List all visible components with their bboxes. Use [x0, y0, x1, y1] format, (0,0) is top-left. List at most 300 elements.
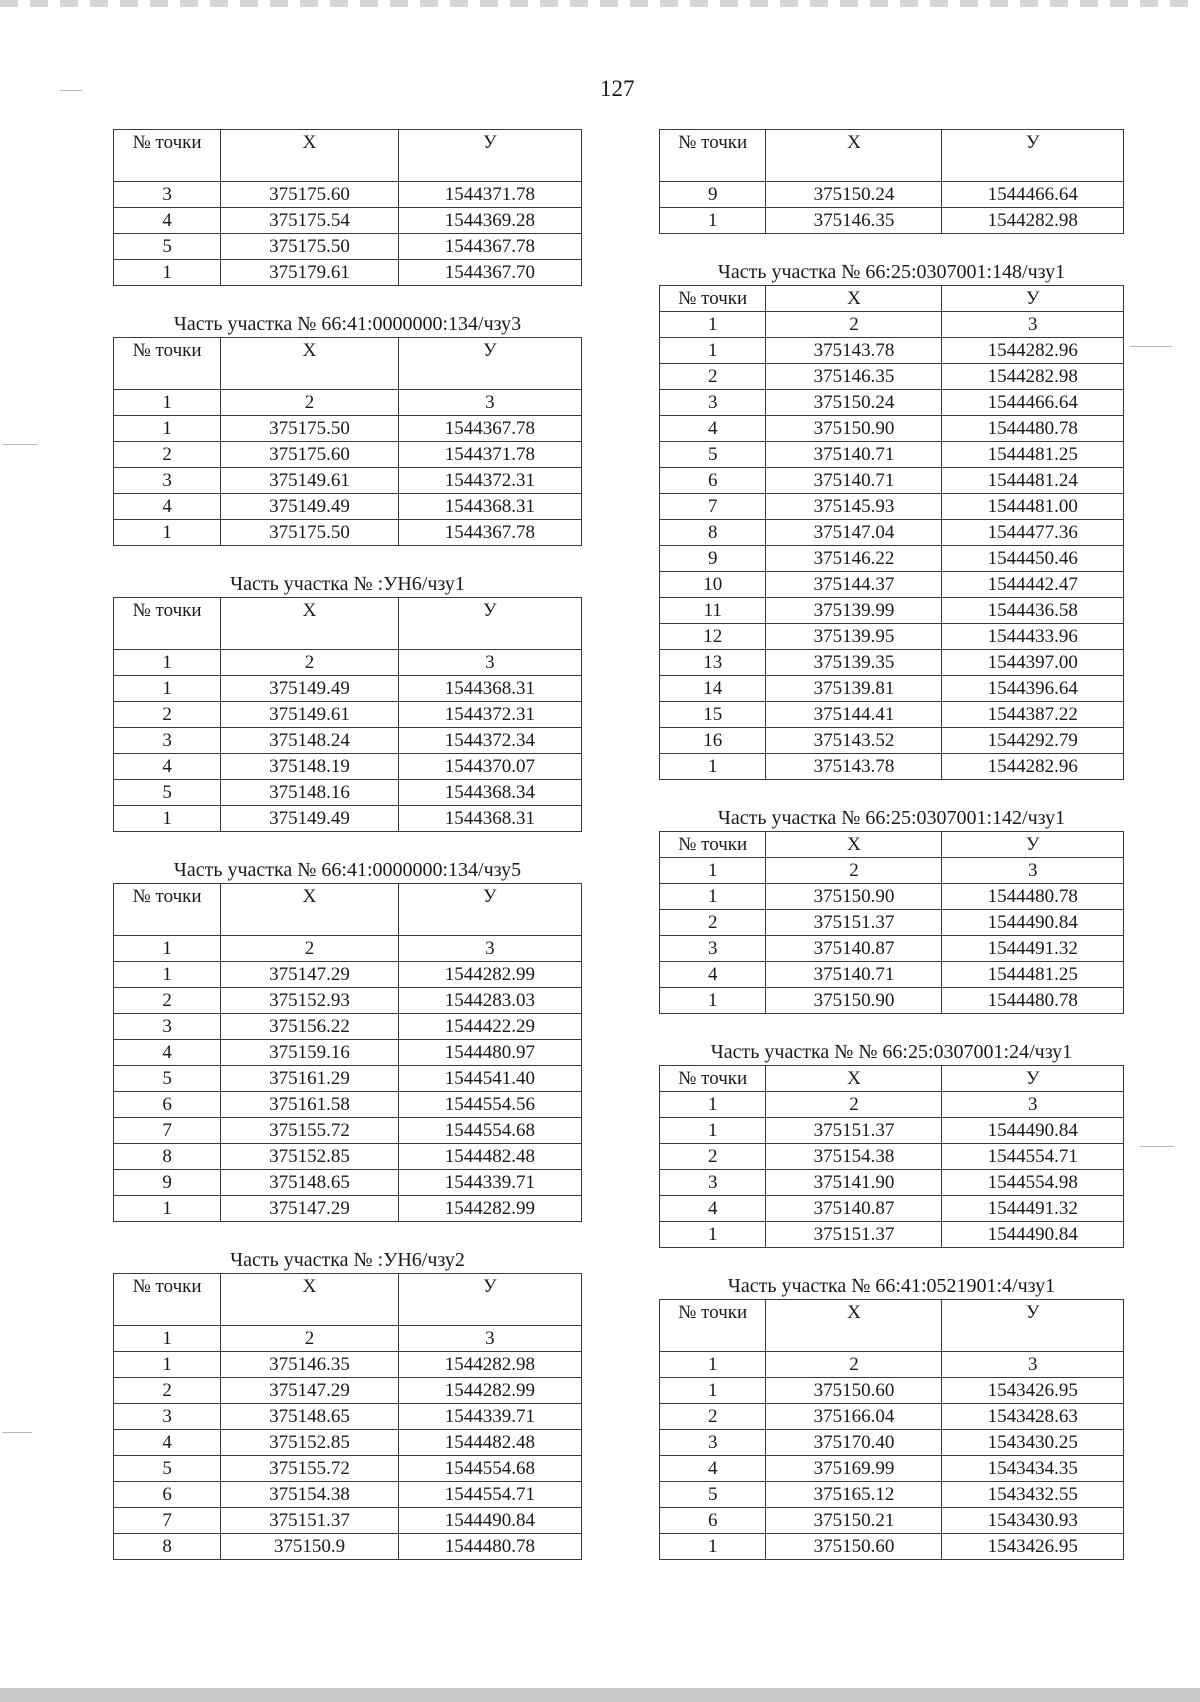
table-row	[114, 234, 582, 260]
cell-point-number: 3	[114, 468, 221, 494]
cell-y: 1544282.96	[942, 338, 1124, 364]
scan-mark	[1130, 346, 1172, 347]
cell-x: 375175.50	[221, 520, 398, 546]
coordinates-table	[113, 337, 582, 546]
cell-y: 1544481.25	[942, 442, 1124, 468]
header-point-number: № точки	[114, 130, 221, 182]
table-row	[114, 520, 582, 546]
cell-y: 1544282.99	[398, 962, 581, 988]
table-caption: Часть участка № :УН6/чзу2	[230, 1249, 465, 1271]
cell-point-number: 4	[114, 1430, 221, 1456]
cell-x: 375150.9	[221, 1534, 398, 1560]
table-row	[114, 416, 582, 442]
cell-x: 375156.22	[221, 1014, 398, 1040]
cell-point-number: 1	[660, 1222, 766, 1248]
scan-mark	[60, 90, 82, 91]
cell-x: 375149.61	[221, 702, 398, 728]
cell-x: 375150.24	[766, 182, 942, 208]
cell-x: 375150.24	[766, 390, 942, 416]
header-x: X	[766, 1300, 942, 1352]
header-point-number: № точки	[114, 1274, 221, 1326]
cell-y: 1544368.31	[398, 494, 581, 520]
table-row	[660, 1456, 1124, 1482]
cell-y: 1544436.58	[942, 598, 1124, 624]
table-header-row	[660, 130, 1124, 182]
table-row	[114, 1196, 582, 1222]
cell-point-number: 1	[660, 208, 766, 234]
cell-x: 375161.29	[221, 1066, 398, 1092]
table-row	[114, 806, 582, 832]
cell-x: 375146.35	[766, 208, 942, 234]
cell-y: 3	[398, 390, 581, 416]
header-point-number: № точки	[660, 286, 766, 312]
coordinates-table	[113, 129, 582, 286]
cell-y: 1544554.68	[398, 1456, 581, 1482]
table-caption: Часть участка № 66:25:0307001:148/чзу1	[717, 261, 1066, 283]
left-column	[113, 104, 582, 1586]
cell-point-number: 5	[114, 780, 221, 806]
cell-y: 1544490.84	[942, 1222, 1124, 1248]
table-caption: Часть участка № :УН6/чзу1	[230, 573, 465, 595]
table-row	[114, 650, 582, 676]
table-row	[660, 598, 1124, 624]
header-y: У	[942, 832, 1124, 858]
cell-x: 375150.90	[766, 416, 942, 442]
table-row	[114, 780, 582, 806]
cell-x: 375147.04	[766, 520, 942, 546]
cell-point-number: 3	[660, 936, 766, 962]
table-row	[660, 910, 1124, 936]
table-caption: Часть участка № 66:25:0307001:142/чзу1	[717, 807, 1066, 829]
cell-point-number: 5	[660, 1482, 766, 1508]
table-row	[660, 650, 1124, 676]
cell-y: 1544367.78	[398, 416, 581, 442]
cell-y: 3	[398, 650, 581, 676]
cell-y: 1544450.46	[942, 546, 1124, 572]
cell-y: 1544339.71	[398, 1170, 581, 1196]
cell-x: 375140.87	[766, 1196, 942, 1222]
cell-y: 1544466.64	[942, 390, 1124, 416]
table-caption: Часть участка № 66:41:0000000:134/чзу3	[173, 313, 522, 335]
cell-x: 2	[221, 936, 398, 962]
cell-x: 375148.19	[221, 754, 398, 780]
cell-y: 1544282.98	[942, 208, 1124, 234]
header-x: X	[221, 338, 398, 390]
cell-x: 375149.49	[221, 494, 398, 520]
header-x: X	[221, 598, 398, 650]
cell-y: 1544480.78	[942, 988, 1124, 1014]
cell-y: 1544367.78	[398, 520, 581, 546]
table-row	[114, 442, 582, 468]
cell-x: 375161.58	[221, 1092, 398, 1118]
table-row	[114, 1092, 582, 1118]
table-row	[660, 728, 1124, 754]
cell-x: 375140.71	[766, 962, 942, 988]
coordinates-table	[113, 597, 582, 832]
cell-x: 375166.04	[766, 1404, 942, 1430]
scan-top-edge	[0, 0, 1200, 7]
cell-x: 375140.87	[766, 936, 942, 962]
cell-point-number: 1	[114, 676, 221, 702]
scan-bottom-edge	[0, 1688, 1200, 1702]
table-row	[660, 936, 1124, 962]
header-x: X	[221, 884, 398, 936]
cell-y: 1543426.95	[942, 1378, 1124, 1404]
cell-y: 1543432.55	[942, 1482, 1124, 1508]
page-number: 127	[600, 76, 635, 101]
cell-x: 375175.54	[221, 208, 398, 234]
coordinates-block	[113, 104, 582, 286]
table-caption	[659, 104, 1124, 128]
cell-x: 375143.52	[766, 728, 942, 754]
cell-point-number: 14	[660, 676, 766, 702]
table-row	[660, 442, 1124, 468]
cell-y: 1544480.78	[942, 416, 1124, 442]
cell-x: 2	[221, 390, 398, 416]
table-row	[660, 676, 1124, 702]
cell-y: 1544367.78	[398, 234, 581, 260]
header-point-number: № точки	[114, 884, 221, 936]
coordinates-block	[659, 1040, 1124, 1248]
cell-point-number: 11	[660, 598, 766, 624]
table-header-row	[660, 1300, 1124, 1352]
cell-point-number: 4	[114, 754, 221, 780]
cell-point-number: 2	[660, 910, 766, 936]
cell-y: 1543430.93	[942, 1508, 1124, 1534]
cell-y: 1544554.71	[942, 1144, 1124, 1170]
cell-x: 2	[766, 1092, 942, 1118]
cell-y: 1544370.07	[398, 754, 581, 780]
cell-x: 375139.81	[766, 676, 942, 702]
cell-x: 2	[221, 650, 398, 676]
cell-x: 375147.29	[221, 962, 398, 988]
cell-x: 375152.85	[221, 1144, 398, 1170]
table-row	[660, 858, 1124, 884]
cell-x: 375146.22	[766, 546, 942, 572]
cell-point-number: 2	[114, 988, 221, 1014]
cell-point-number: 1	[660, 1378, 766, 1404]
table-row	[114, 1144, 582, 1170]
table-row	[114, 182, 582, 208]
cell-point-number: 4	[660, 1196, 766, 1222]
header-y: У	[942, 130, 1124, 182]
table-row	[660, 1508, 1124, 1534]
table-row	[660, 1118, 1124, 1144]
cell-x: 375151.37	[221, 1508, 398, 1534]
table-row	[660, 624, 1124, 650]
cell-y: 1544491.32	[942, 936, 1124, 962]
cell-x: 375140.71	[766, 442, 942, 468]
header-y: У	[398, 1274, 581, 1326]
coordinates-block	[659, 104, 1124, 234]
cell-x: 375169.99	[766, 1456, 942, 1482]
coordinates-table	[659, 1299, 1124, 1560]
cell-point-number: 9	[660, 182, 766, 208]
table-row	[114, 1040, 582, 1066]
cell-y: 1544490.84	[942, 910, 1124, 936]
cell-point-number: 12	[660, 624, 766, 650]
cell-x: 375150.90	[766, 988, 942, 1014]
cell-point-number: 3	[114, 728, 221, 754]
header-y: У	[942, 1066, 1124, 1092]
cell-x: 375149.49	[221, 676, 398, 702]
cell-y: 1544369.28	[398, 208, 581, 234]
table-row	[114, 494, 582, 520]
cell-point-number: 4	[660, 962, 766, 988]
cell-x: 375151.37	[766, 910, 942, 936]
cell-point-number: 6	[114, 1482, 221, 1508]
table-row	[660, 520, 1124, 546]
cell-y: 1544368.31	[398, 806, 581, 832]
table-row	[114, 702, 582, 728]
table-row	[660, 208, 1124, 234]
cell-point-number: 1	[660, 754, 766, 780]
table-row	[660, 1222, 1124, 1248]
header-y: У	[398, 338, 581, 390]
cell-y: 1543430.25	[942, 1430, 1124, 1456]
cell-y: 3	[942, 1352, 1124, 1378]
table-row	[660, 1352, 1124, 1378]
table-row	[660, 1196, 1124, 1222]
cell-y: 1544481.25	[942, 962, 1124, 988]
table-row	[660, 1170, 1124, 1196]
cell-y: 1544283.03	[398, 988, 581, 1014]
cell-x: 375148.24	[221, 728, 398, 754]
cell-y: 1544282.99	[398, 1378, 581, 1404]
table-row	[114, 1326, 582, 1352]
cell-x: 375139.95	[766, 624, 942, 650]
header-y: У	[398, 884, 581, 936]
cell-y: 1543426.95	[942, 1534, 1124, 1560]
table-row	[114, 988, 582, 1014]
cell-point-number: 6	[114, 1092, 221, 1118]
coordinates-block	[113, 1248, 582, 1560]
table-row	[660, 338, 1124, 364]
table-row	[660, 546, 1124, 572]
cell-x: 375149.49	[221, 806, 398, 832]
table-row	[114, 260, 582, 286]
coordinates-table	[659, 285, 1124, 780]
table-row	[660, 468, 1124, 494]
coordinates-block	[113, 572, 582, 832]
cell-y: 3	[398, 1326, 581, 1352]
cell-y: 1544422.29	[398, 1014, 581, 1040]
cell-x: 375175.60	[221, 442, 398, 468]
right-column	[659, 104, 1124, 1586]
cell-point-number: 1	[660, 1352, 766, 1378]
cell-y: 1544371.78	[398, 182, 581, 208]
table-header-row	[660, 286, 1124, 312]
cell-point-number: 1	[660, 1118, 766, 1144]
table-row	[660, 1092, 1124, 1118]
cell-x: 375175.50	[221, 416, 398, 442]
cell-point-number: 3	[660, 1170, 766, 1196]
cell-x: 375150.60	[766, 1534, 942, 1560]
cell-point-number: 1	[114, 260, 221, 286]
cell-point-number: 3	[660, 390, 766, 416]
cell-point-number: 1	[660, 884, 766, 910]
scan-mark	[1140, 1146, 1174, 1147]
cell-y: 1544554.71	[398, 1482, 581, 1508]
cell-y: 1544490.84	[398, 1508, 581, 1534]
header-x: X	[766, 832, 942, 858]
cell-point-number: 1	[114, 936, 221, 962]
cell-y: 3	[942, 312, 1124, 338]
table-row	[114, 390, 582, 416]
table-header-row	[114, 338, 582, 390]
cell-x: 375139.35	[766, 650, 942, 676]
cell-x: 375151.37	[766, 1222, 942, 1248]
coordinates-block	[113, 312, 582, 546]
cell-point-number: 16	[660, 728, 766, 754]
cell-y: 1544282.96	[942, 754, 1124, 780]
table-row	[114, 1014, 582, 1040]
table-row	[114, 1352, 582, 1378]
cell-point-number: 1	[114, 1196, 221, 1222]
cell-point-number: 15	[660, 702, 766, 728]
table-header-row	[114, 1274, 582, 1326]
header-x: X	[766, 1066, 942, 1092]
cell-point-number: 10	[660, 572, 766, 598]
cell-x: 375141.90	[766, 1170, 942, 1196]
cell-y: 1544480.78	[942, 884, 1124, 910]
cell-x: 375151.37	[766, 1118, 942, 1144]
cell-y: 1544397.00	[942, 650, 1124, 676]
cell-point-number: 4	[114, 1040, 221, 1066]
cell-x: 375145.93	[766, 494, 942, 520]
cell-y: 1544480.97	[398, 1040, 581, 1066]
table-row	[660, 390, 1124, 416]
header-y: У	[942, 286, 1124, 312]
header-y: У	[398, 598, 581, 650]
table-row	[114, 1066, 582, 1092]
cell-y: 1544480.78	[398, 1534, 581, 1560]
header-point-number: № точки	[114, 338, 221, 390]
cell-point-number: 1	[660, 988, 766, 1014]
cell-y: 1544282.98	[398, 1352, 581, 1378]
header-y: У	[942, 1300, 1124, 1352]
cell-point-number: 5	[114, 1066, 221, 1092]
cell-point-number: 4	[660, 1456, 766, 1482]
table-row	[660, 1430, 1124, 1456]
cell-y: 1544368.34	[398, 780, 581, 806]
cell-y: 3	[398, 936, 581, 962]
table-row	[114, 1170, 582, 1196]
cell-point-number: 3	[114, 1404, 221, 1430]
cell-point-number: 8	[114, 1534, 221, 1560]
cell-y: 1544433.96	[942, 624, 1124, 650]
table-row	[660, 1404, 1124, 1430]
table-row	[114, 754, 582, 780]
cell-y: 1544554.56	[398, 1092, 581, 1118]
table-row	[114, 676, 582, 702]
cell-point-number: 5	[114, 1456, 221, 1482]
cell-point-number: 1	[660, 858, 766, 884]
header-x: X	[221, 1274, 398, 1326]
cell-x: 375147.29	[221, 1378, 398, 1404]
cell-x: 375150.90	[766, 884, 942, 910]
scan-mark	[2, 444, 38, 445]
table-row	[660, 1144, 1124, 1170]
header-x: X	[766, 130, 942, 182]
cell-x: 375148.16	[221, 780, 398, 806]
cell-x: 2	[221, 1326, 398, 1352]
cell-point-number: 2	[114, 702, 221, 728]
header-y: У	[398, 130, 581, 182]
cell-y: 1544541.40	[398, 1066, 581, 1092]
header-x: X	[766, 286, 942, 312]
cell-x: 375159.16	[221, 1040, 398, 1066]
cell-point-number: 2	[660, 1404, 766, 1430]
cell-y: 1544491.32	[942, 1196, 1124, 1222]
cell-point-number: 2	[660, 1144, 766, 1170]
cell-x: 375175.50	[221, 234, 398, 260]
cell-x: 375146.35	[221, 1352, 398, 1378]
cell-x: 2	[766, 858, 942, 884]
cell-y: 1544292.79	[942, 728, 1124, 754]
cell-x: 375154.38	[221, 1482, 398, 1508]
table-row	[660, 312, 1124, 338]
cell-point-number: 5	[114, 234, 221, 260]
coordinates-table	[659, 1065, 1124, 1248]
table-row	[660, 1378, 1124, 1404]
table-row	[114, 936, 582, 962]
cell-y: 3	[942, 858, 1124, 884]
table-caption: Часть участка № 66:41:0000000:134/чзу5	[173, 859, 522, 881]
cell-x: 375170.40	[766, 1430, 942, 1456]
cell-y: 1544481.24	[942, 468, 1124, 494]
cell-point-number: 4	[114, 494, 221, 520]
cell-point-number: 1	[114, 520, 221, 546]
table-caption: Часть участка № № 66:25:0307001:24/чзу1	[710, 1041, 1073, 1063]
table-header-row	[660, 1066, 1124, 1092]
table-row	[114, 1508, 582, 1534]
header-x: X	[221, 130, 398, 182]
table-row	[660, 182, 1124, 208]
cell-y: 1544371.78	[398, 442, 581, 468]
cell-point-number: 13	[660, 650, 766, 676]
table-row	[660, 1534, 1124, 1560]
cell-point-number: 1	[660, 1092, 766, 1118]
cell-x: 375155.72	[221, 1456, 398, 1482]
header-point-number: № точки	[660, 1300, 766, 1352]
cell-point-number: 7	[114, 1508, 221, 1534]
table-row	[660, 988, 1124, 1014]
cell-y: 1544482.48	[398, 1430, 581, 1456]
cell-y: 1544282.99	[398, 1196, 581, 1222]
header-point-number: № точки	[660, 832, 766, 858]
cell-y: 1544442.47	[942, 572, 1124, 598]
cell-x: 375140.71	[766, 468, 942, 494]
table-row	[660, 364, 1124, 390]
cell-x: 375150.21	[766, 1508, 942, 1534]
cell-x: 375152.93	[221, 988, 398, 1014]
cell-point-number: 1	[660, 338, 766, 364]
cell-point-number: 1	[114, 1352, 221, 1378]
cell-x: 375144.37	[766, 572, 942, 598]
cell-y: 1543428.63	[942, 1404, 1124, 1430]
coordinates-block	[113, 858, 582, 1222]
header-point-number: № точки	[114, 598, 221, 650]
table-header-row	[660, 832, 1124, 858]
cell-point-number: 1	[114, 416, 221, 442]
cell-point-number: 6	[660, 468, 766, 494]
cell-y: 1544368.31	[398, 676, 581, 702]
table-header-row	[114, 598, 582, 650]
table-header-row	[114, 130, 582, 182]
cell-point-number: 8	[114, 1144, 221, 1170]
cell-y: 1544396.64	[942, 676, 1124, 702]
